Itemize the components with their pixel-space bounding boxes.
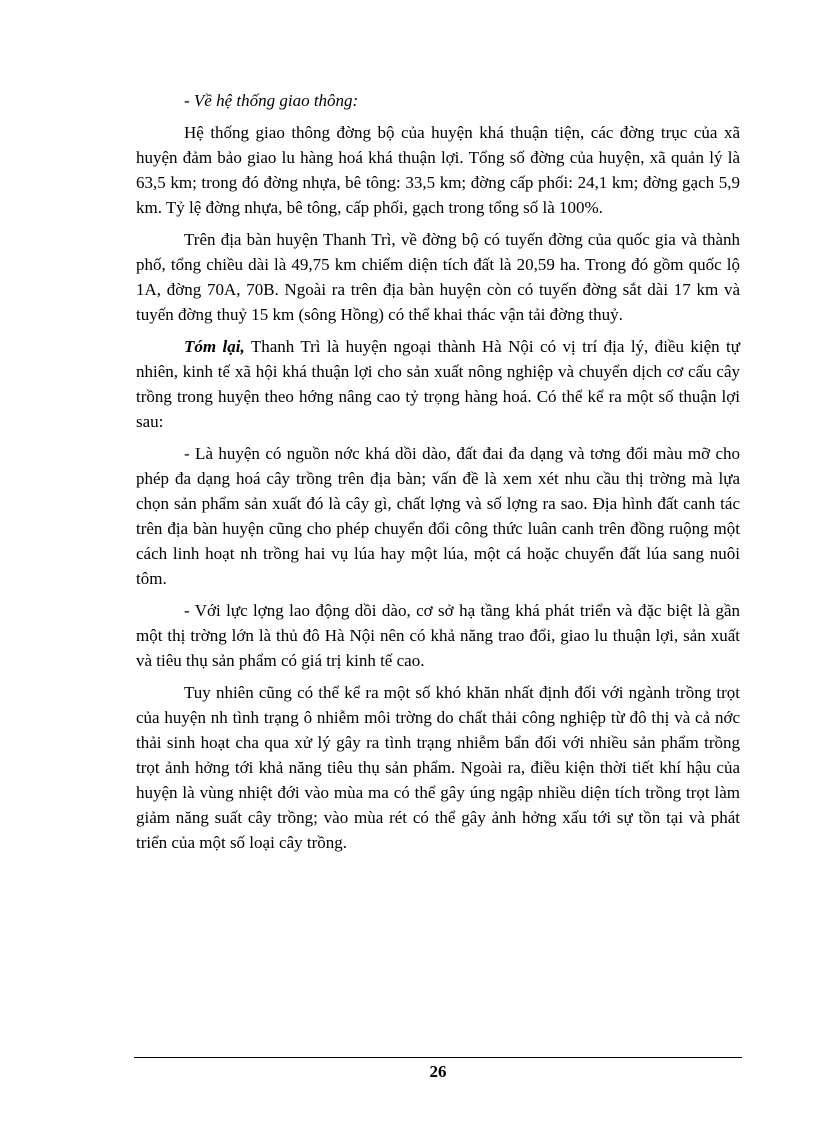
paragraph-lead: Tóm lại, [184, 337, 245, 356]
paragraph-text: Thanh Trì là huyện ngoại thành Hà Nội có vị trí địa lý, điều kiện tự nhiên, kinh tế xã hội khá thuận lợi cho sản xuất nông nghiệp và chuyển dịch cơ cấu cây trồng trong huyện theo hớng nâng cao tỷ trọng hàng hoá. Có thể kể ra một số thuận lợi sau: [136, 337, 740, 431]
paragraph-difficulties [136, 680, 740, 855]
footer-divider [134, 1057, 742, 1058]
paragraph-text: Trên địa bàn huyện Thanh Trì, về đờng bộ có tuyến đờng của quốc gia và thành phố, tổng chiều dài là 49,75 km chiếm diện tích đất là 20,59 ha. Trong đó gồm quốc lộ 1A, đờng 70A, 70B. Ngoài ra trên địa bàn huyện còn có tuyến đờng sắt dài 17 km và tuyến đờng thuỷ 15 km (sông Hồng) có thể khai thác vận tải đờng thuỷ. [136, 230, 740, 324]
paragraph-road-system [136, 120, 740, 220]
paragraph-summary [136, 334, 740, 434]
paragraph-text: Tuy nhiên cũng có thể kể ra một số khó khăn nhất định đối với ngành trồng trọt của huyện nh tình trạng ô nhiễm môi trờng do chất thải công nghiệp từ đô thị và cả nớc thải sinh hoạt cha qua xử lý gây ra tình trạng nhiễm bẩn đối với nhiều sản phẩm trồng trọt ảnh hởng tới khả năng tiêu thụ sản phẩm. Ngoài ra, điều kiện thời tiết khí hậu của huyện là vùng nhiệt đới vào mùa ma có thể gây úng ngập nhiều diện tích trồng trọt làm giảm năng suất cây trồng; vào mùa rét có thể gây ảnh hởng xấu tới sự tồn tại và phát triển của một số loại cây trồng. [136, 683, 740, 852]
paragraph-text: - Là huyện có nguồn nớc khá dồi dào, đất đai đa dạng và tơng đối màu mỡ cho phép đa dạng hoá cây trồng trên địa bàn; vấn đề là xem xét nhu cầu thị trờng mà lựa chọn sản phẩm sản xuất đó là cây gì, chất lợng và số lợng ra sao. Địa hình đất canh tác trên địa bàn huyện cũng cho phép chuyển đổi công thức luân canh trên đồng ruộng một cách linh hoạt nh trồng hai vụ lúa hay một lúa, một cá hoặc chuyển đất lúa sang nuôi tôm. [136, 444, 740, 588]
section-heading: - Về hệ thống giao thông: [184, 91, 359, 110]
paragraph-text: - Với lực lợng lao động dồi dào, cơ sở hạ tầng khá phát triển và đặc biệt là gần một thị trờng lớn là thủ đô Hà Nội nên có khả năng trao đổi, giao lu thuận lợi, sản xuất và tiêu thụ sản phẩm có giá trị kinh tế cao. [136, 601, 740, 670]
paragraph-routes [136, 227, 740, 327]
paragraph-text: Hệ thống giao thông đờng bộ của huyện khá thuận tiện, các đờng trục của xã huyện đảm bảo giao lu hàng hoá khá thuận lợi. Tổng số đờng của huyện, xã quản lý là 63,5 km; trong đó đờng nhựa, bê tông: 33,5 km; đờng cấp phối: 24,1 km; đờng gạch 5,9 km. Tỷ lệ đờng nhựa, bê tông, cấp phối, gạch trong tổng số là 100%. [136, 123, 740, 217]
paragraph-advantage-labor [136, 598, 740, 673]
page-number: 26 [429, 1062, 447, 1081]
paragraph-advantage-water [136, 441, 740, 591]
document-body [136, 88, 740, 862]
